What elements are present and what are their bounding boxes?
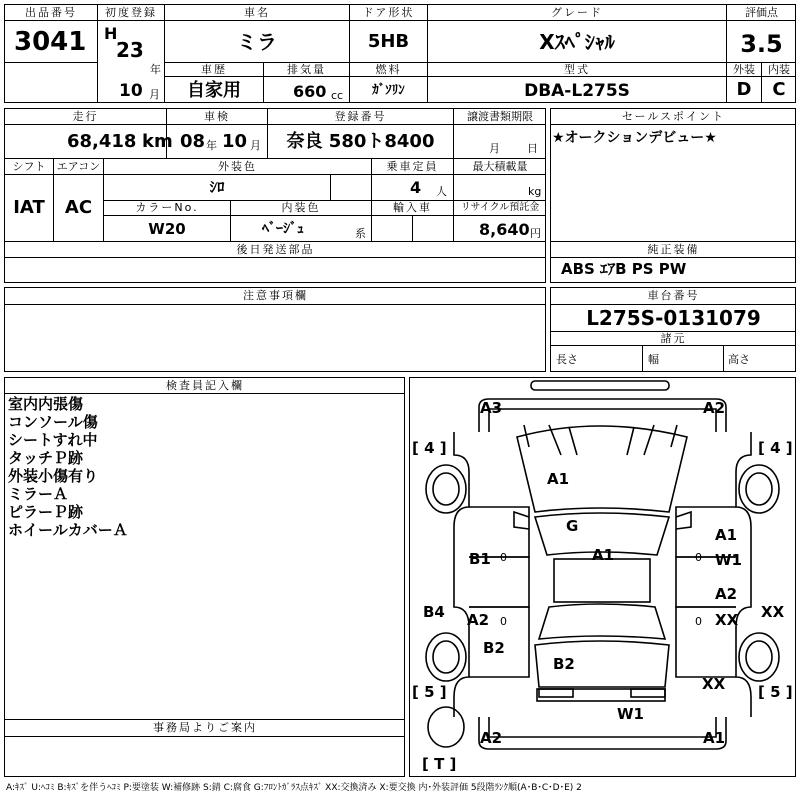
first-reg-label: 初度登録 [105,6,157,19]
remark-line: ミラーＡ [8,485,69,503]
mark-hatch: B2 [553,655,575,673]
capacity-unit: 人 [436,185,447,198]
era: H [104,24,118,43]
remark-line: タッチＰ跡 [8,449,84,467]
plate-label: 登録番号 [334,110,387,123]
first-reg-year: 23 [116,38,144,62]
color-no: W20 [148,220,186,238]
inspection-month: 10 [222,131,248,152]
grade-label: グレード [551,6,603,19]
mark-left-rocker: B4 [423,603,445,621]
shift: IAT [13,197,45,218]
mark-left-rear-fender: B2 [483,639,505,657]
inspector-label: 検査員記入欄 [166,379,244,392]
recycle-label: リサイクル預託金 [460,202,540,213]
inspection-month-unit: 月 [250,139,261,152]
mileage: 68,418 [67,131,137,152]
fuel-label: 燃料 [375,63,402,76]
later-parts-label: 後日発送部品 [236,243,315,256]
remark-line: ホイールカバーＡ [8,521,128,539]
sales-points-label: セールスポイント [621,110,725,123]
length-label: 長さ [556,353,578,366]
interior-color-label: 内装色 [281,201,321,214]
mark-right-rear-door-1: A2 [715,585,738,603]
interior-label: 内装 [768,63,790,76]
inspection-year-unit: 年 [206,139,217,152]
mark-rear-left: A2 [480,729,503,747]
mark-front-right: A2 [703,399,726,417]
transfer-month-unit: 月 [489,142,500,155]
mark-rear-bumper: W1 [617,705,644,723]
mark-spare: [ T ] [422,755,457,773]
grade: Xｽﾍﾟｼｬﾙ [539,30,615,54]
mark-small-zero: 0 [500,615,507,628]
sales-points-text: ★オークションデビュー★ [552,130,717,146]
recycle-unit: 円 [530,227,541,240]
mark-roof-center: A1 [592,546,615,564]
interior-color: ﾍﾞｰｼﾞｭ [262,221,304,237]
mark-rear-right: A1 [703,729,726,747]
equipment-text: ABS ｴｱB PS PW [561,260,687,278]
car-diagram [409,377,796,777]
interior-grade: C [772,79,786,100]
color-no-label: カラーNo. [135,201,199,214]
mark-roof: G [566,517,579,535]
mark-small-zero: 0 [695,551,702,564]
legend: A:ｷｽﾞ U:ﾍｺﾐ B:ｷｽﾞを伴うﾍｺﾐ P:要塗装 W:補修跡 S:錆 C:腐食 G:ﾌﾛﾝﾄｶﾞﾗｽ点ｷｽﾞ XX:交換済み X:要交換 内･外装評価 5段階ﾗﾝｸ順(A･B･C･D･E) 2 [6,783,582,793]
model: DBA-L275S [524,81,630,101]
displacement-label: 排気量 [287,63,326,76]
capacity-label: 乗車定員 [386,160,439,173]
mark-hood: A1 [547,470,570,488]
mark-right-front-door-2: W1 [715,551,742,569]
remark-line: 外装小傷有り [8,467,99,485]
mark-left-front-door: B1 [469,550,491,568]
mark-front-left: A3 [480,399,503,417]
inspector-remarks [8,395,128,539]
width-label: 幅 [648,353,659,366]
recycle: 8,640 [479,220,530,239]
mark-tire-fr: [ 4 ] [758,439,793,457]
load-unit: kg [528,185,542,198]
mark-tire-rl: [ 5 ] [412,683,447,701]
model-label: 型式 [564,63,590,76]
capacity: 4 [410,178,422,197]
exterior-color-label: 外装色 [218,160,257,173]
exterior-grade: D [736,79,752,100]
transfer-day-unit: 日 [527,142,538,155]
score-label: 評価点 [745,6,778,19]
mark-right-rear-fender: XX [702,675,726,693]
inspection-year: 08 [180,131,206,152]
ac-label: エアコン [56,160,101,173]
history-label: 車歴 [201,63,227,76]
import-label: 輸入車 [393,201,432,214]
lot-label: 出品番号 [25,6,77,19]
height-label: 高さ [728,353,750,366]
history: 自家用 [187,80,241,101]
mark-tire-fl: [ 4 ] [412,439,447,457]
door-label: ドア形状 [362,6,415,19]
remark-line: 室内内張傷 [8,395,84,413]
shift-label: シフト [12,160,46,173]
frame-number: L275S-0131079 [586,306,761,330]
displacement: 660 [293,82,327,101]
notes-label: 注意事項欄 [243,289,308,302]
office-label: 事務局よりご案内 [153,721,257,734]
mark-small-zero: 0 [695,615,702,628]
inspection-label: 車検 [204,110,230,123]
month-unit: 月 [149,88,160,101]
load-label: 最大積載量 [472,160,528,173]
mark-right-rocker: XX [761,603,785,621]
displacement-unit: cc [331,89,344,102]
transfer-label: 譲渡書類期限 [467,110,533,123]
score: 3.5 [740,30,783,58]
interior-color-unit: 系 [355,227,366,240]
exterior-color: ｼﾛ [209,178,225,196]
door: 5HB [367,31,410,52]
lot-number: 3041 [14,27,87,57]
remark-line: コンソール傷 [8,413,98,431]
remark-line: ピラーＰ跡 [8,503,84,521]
mark-small-zero: 0 [500,551,507,564]
remark-line: シートすれ中 [8,431,98,449]
plate: 奈良 580ト8400 [286,131,435,152]
mileage-unit: km [142,131,173,152]
mileage-label: 走行 [72,110,99,123]
mark-tire-rr: [ 5 ] [758,683,793,701]
car-name: ミラ [237,30,277,54]
mark-right-front-door-1: A1 [715,526,738,544]
frame-number-label: 車台番号 [647,289,700,302]
year-unit: 年 [150,63,161,76]
spec-label: 諸元 [660,332,687,345]
mark-left-rear-door: A2 [467,611,490,629]
ac: AC [64,197,93,218]
car-name-label: 車名 [244,6,270,19]
first-reg-month: 10 [119,81,143,101]
fuel: ｶﾞｿﾘﾝ [372,83,405,98]
exterior-label: 外装 [733,63,755,76]
mark-right-rear-door-2: XX [715,611,739,629]
equipment-label: 純正装備 [647,243,700,256]
